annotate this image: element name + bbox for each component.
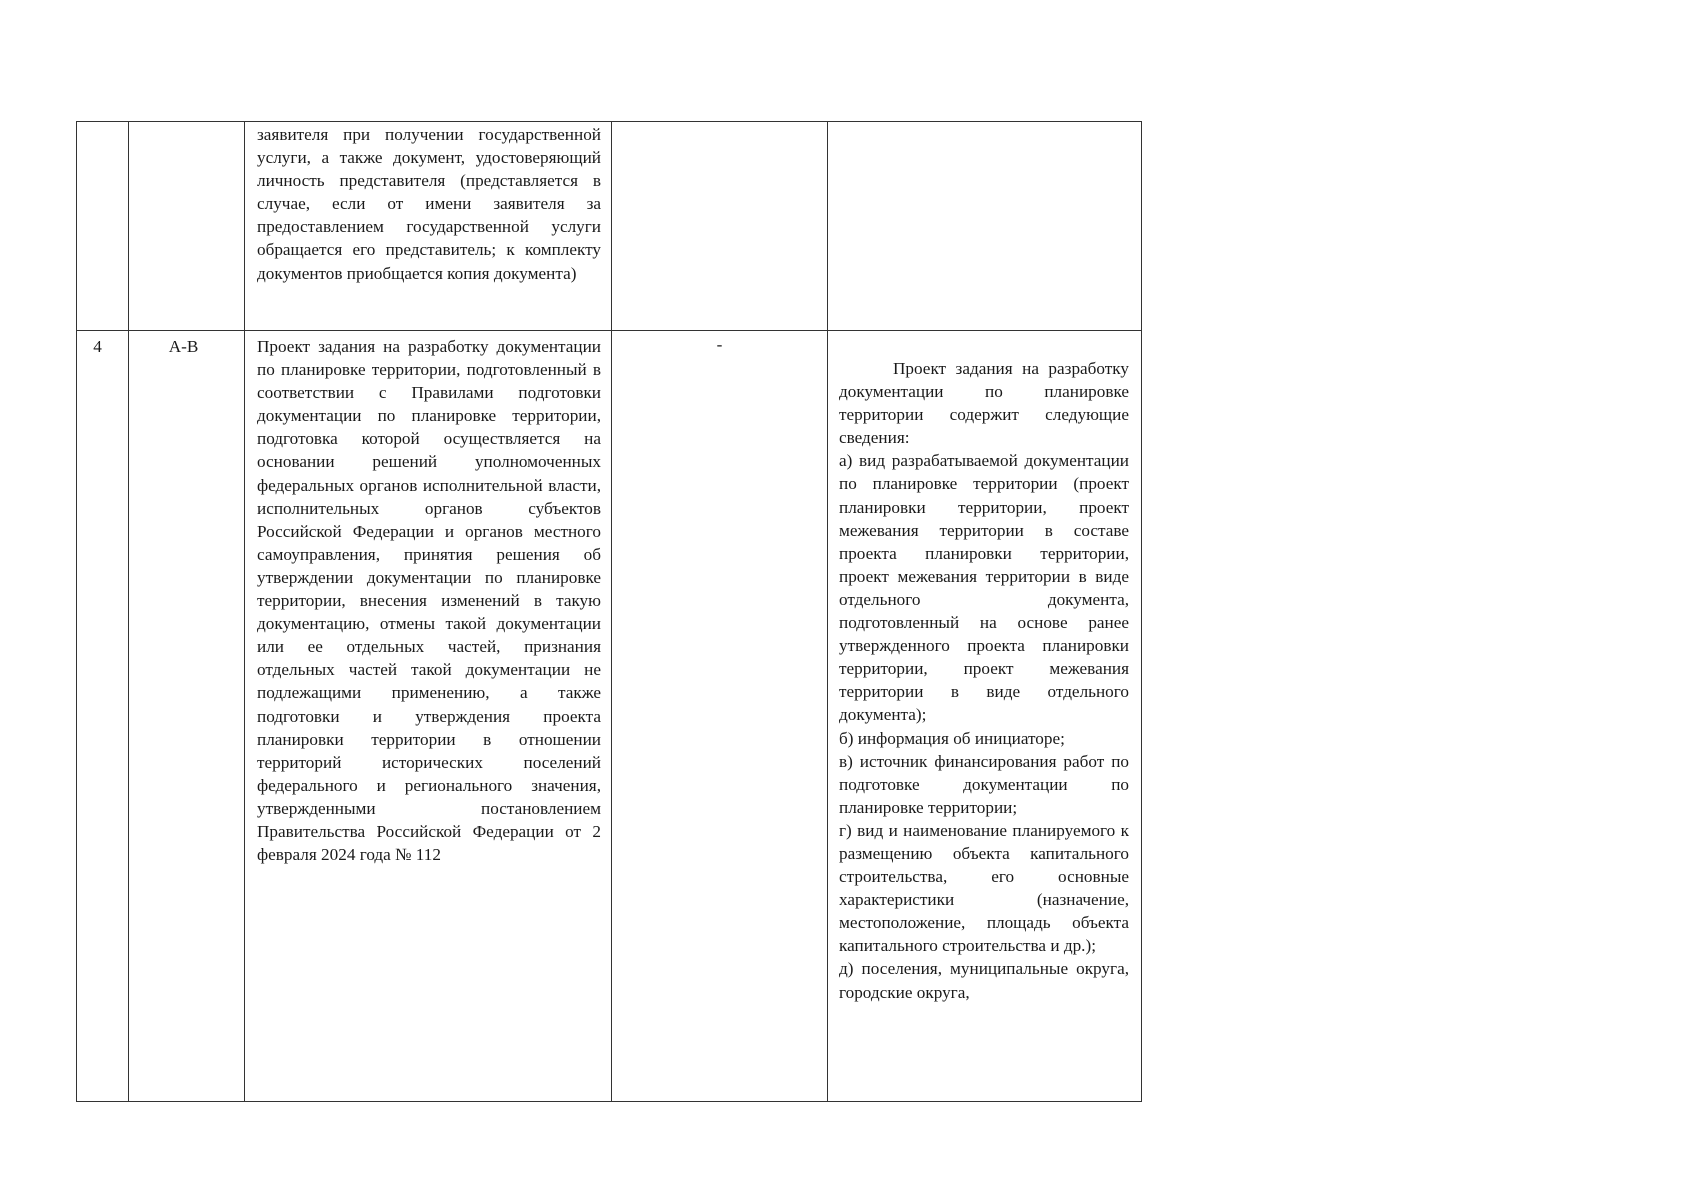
description-item-d: д) поселения, муниципальные округа, городские округа, — [839, 959, 1129, 1002]
description-item-a: а) вид разрабатываемой документации по планировке территории (проект планировки территории, проект межевания территории в составе проекта планировки территории, проект межевания территории в виде отдельного документа, подготовленный на основе ранее утвержденного проекта планировки территории, проект межевания территории в виде отдельного документа); — [839, 451, 1129, 725]
description-intro: Проект задания на разработку документации по планировке территории содержит следующие сведения: — [839, 359, 1129, 448]
cell-number-empty — [77, 122, 129, 331]
cell-code-empty — [129, 122, 245, 331]
description-item-b: б) информация об инициаторе; — [839, 728, 1065, 748]
row-number: 4 — [93, 337, 102, 356]
description-block — [828, 331, 1141, 1004]
document-table — [76, 121, 1142, 1102]
cell-description — [828, 331, 1142, 1102]
cell-document-continuation — [245, 122, 612, 331]
table-row-continuation — [77, 122, 1142, 331]
cell-requirement — [612, 331, 828, 1102]
cell-document-text — [245, 331, 612, 1102]
cell-row-code — [129, 331, 245, 1102]
document-text: Проект задания на разработку документации по планировке территории, подготовленный в соответствии с Правилами подготовки документации по планировке территории, подготовка которой осуществляется на основании решений уполномоченных федеральных органов исполнительной власти, исполнительных органов субъектов Российской Федерации и органов местного самоуправления, принятия решения об утверждении документации по планировке территории, внесения изменений в такую документацию, отмены такой документации или ее отдельных частей, признания отдельных частей такой документации не подлежащими применению, а также подготовки и утверждения проекта планировки территории в отношении территорий исторических поселений федерального и регионального значения, утвержденными постановлением Правительства Российской Федерации от 2 февраля 2024 года № 112 — [257, 337, 601, 865]
table-row-4 — [77, 331, 1142, 1102]
description-item-g: г) вид и наименование планируемого к размещению объекта капитального строительства, его основные характеристики (назначение, местоположение, площадь объекта капитального строительства и др.); — [839, 820, 1129, 956]
requirement-dash: - — [716, 335, 723, 354]
document-continuation-text: заявителя при получении государственной услуги, а также документ, удостоверяющий личность представителя (представляется в случае, если от имени заявителя за предоставлением государственной услуги обращается его представитель; к комплекту документов приобщается копия документа) — [257, 125, 601, 283]
cell-requirement-empty — [612, 122, 828, 331]
description-item-v: в) источник финансирования работ по подготовке документации по планировке территории; — [839, 751, 1129, 817]
row-code: А-В — [168, 337, 199, 356]
cell-row-number — [77, 331, 129, 1102]
cell-description-empty — [828, 122, 1142, 331]
